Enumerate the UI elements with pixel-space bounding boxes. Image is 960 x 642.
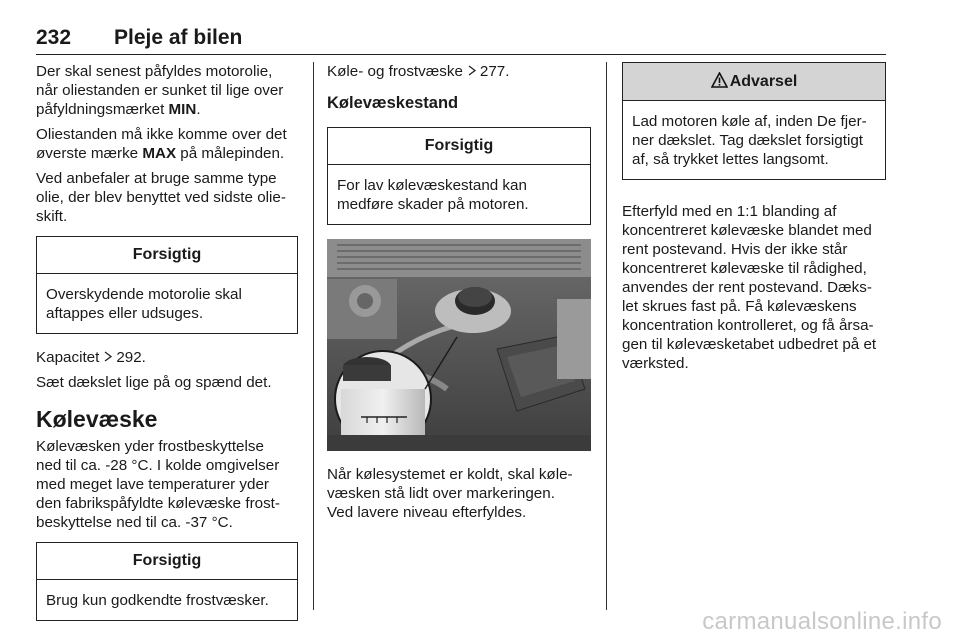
capacity-reference: Kapacitet 292. [36, 349, 146, 366]
watermark-text: carmanualsonline.info [702, 608, 942, 635]
warning-title-bar [623, 63, 885, 101]
caution-body: Brug kun godkendte frostvæsker. [46, 592, 269, 609]
caution-title: Forsigtig [37, 543, 297, 580]
running-title: Pleje af bilen [114, 26, 243, 49]
page-reference-arrow-icon [104, 351, 112, 362]
refill-instructions-paragraph: Efterfyld med en 1:1 blanding af koncentreret kølevæske blandet med rent postevand. Hvis der ikke står koncentreret kølevæske til rådighed, anvendes der rent postevand. Dæks- let skrues fast på. Få kølevæskens koncentration kontrolleret, og få årsa- gen til kølevæsketabet udbedret på et værksted. [622, 203, 877, 372]
column-2 [327, 62, 591, 528]
tighten-cap-paragraph: Sæt dækslet lige på og spænd det. [36, 374, 272, 391]
warning-title: Advarsel [729, 73, 798, 90]
warning-triangle-icon [711, 72, 728, 88]
column-divider-2 [606, 62, 607, 610]
page-reference-arrow-icon [468, 65, 476, 76]
warning-box [622, 62, 886, 180]
caution-title: Forsigtig [328, 128, 590, 165]
min-mark: MIN [168, 101, 197, 118]
caution-box-antifreeze [36, 542, 298, 621]
page-number: 232 [36, 26, 72, 49]
oil-max-paragraph: Oliestanden må ikke komme over det øverste mærke MAX på målepinden. [36, 126, 287, 162]
coolant-level-paragraph: Når kølesystemet er koldt, skal køle- væsken stå lidt over markeringen. Ved lavere niveau efterfyldes. [327, 466, 573, 521]
column-divider-1 [313, 62, 314, 610]
oil-fill-paragraph: Der skal senest påfyldes motorolie, når oliestanden er sunket til lige over påfyldningsmærket MIN. [36, 63, 284, 118]
subheading-coolant-level: Kølevæskestand [327, 94, 459, 112]
caution-box-coolant-level [327, 127, 591, 225]
warning-body: Lad motoren køle af, inden De fjer- ner dækslet. Tag dækslet forsigtigt af, så trykket lettes langsomt. [632, 113, 867, 168]
coolant-reference: Køle- og frostvæske 277. [327, 63, 510, 80]
coolant-protection-paragraph: Kølevæsken yder frostbeskyttelse ned til ca. -28 °C. I kolde omgivelser med meget lave temperaturer yder den fabrikspåfyldte kølevæske frost- beskyttelse ned til ca. -37 °C. [36, 438, 280, 531]
caution-body: For lav kølevæskestand kan medføre skader på motoren. [337, 177, 529, 213]
caution-title: Forsigtig [37, 237, 297, 274]
caution-box-oil [36, 236, 298, 334]
column-1 [36, 62, 298, 621]
capacity-page-link[interactable]: 292. [116, 349, 146, 366]
caution-body: Overskydende motorolie skal aftappes eller udsuges. [46, 286, 242, 322]
section-heading-coolant: Kølevæske [36, 406, 158, 432]
coolant-page-link[interactable]: 277. [479, 63, 510, 80]
oil-type-paragraph: Ved anbefaler at bruge samme type olie, der blev benyttet ved sidste olie- skift. [36, 170, 286, 225]
engine-bay-coolant-reservoir-photo [327, 239, 591, 451]
page-header [36, 26, 886, 55]
column-3 [622, 62, 886, 379]
max-mark: MAX [142, 145, 177, 162]
